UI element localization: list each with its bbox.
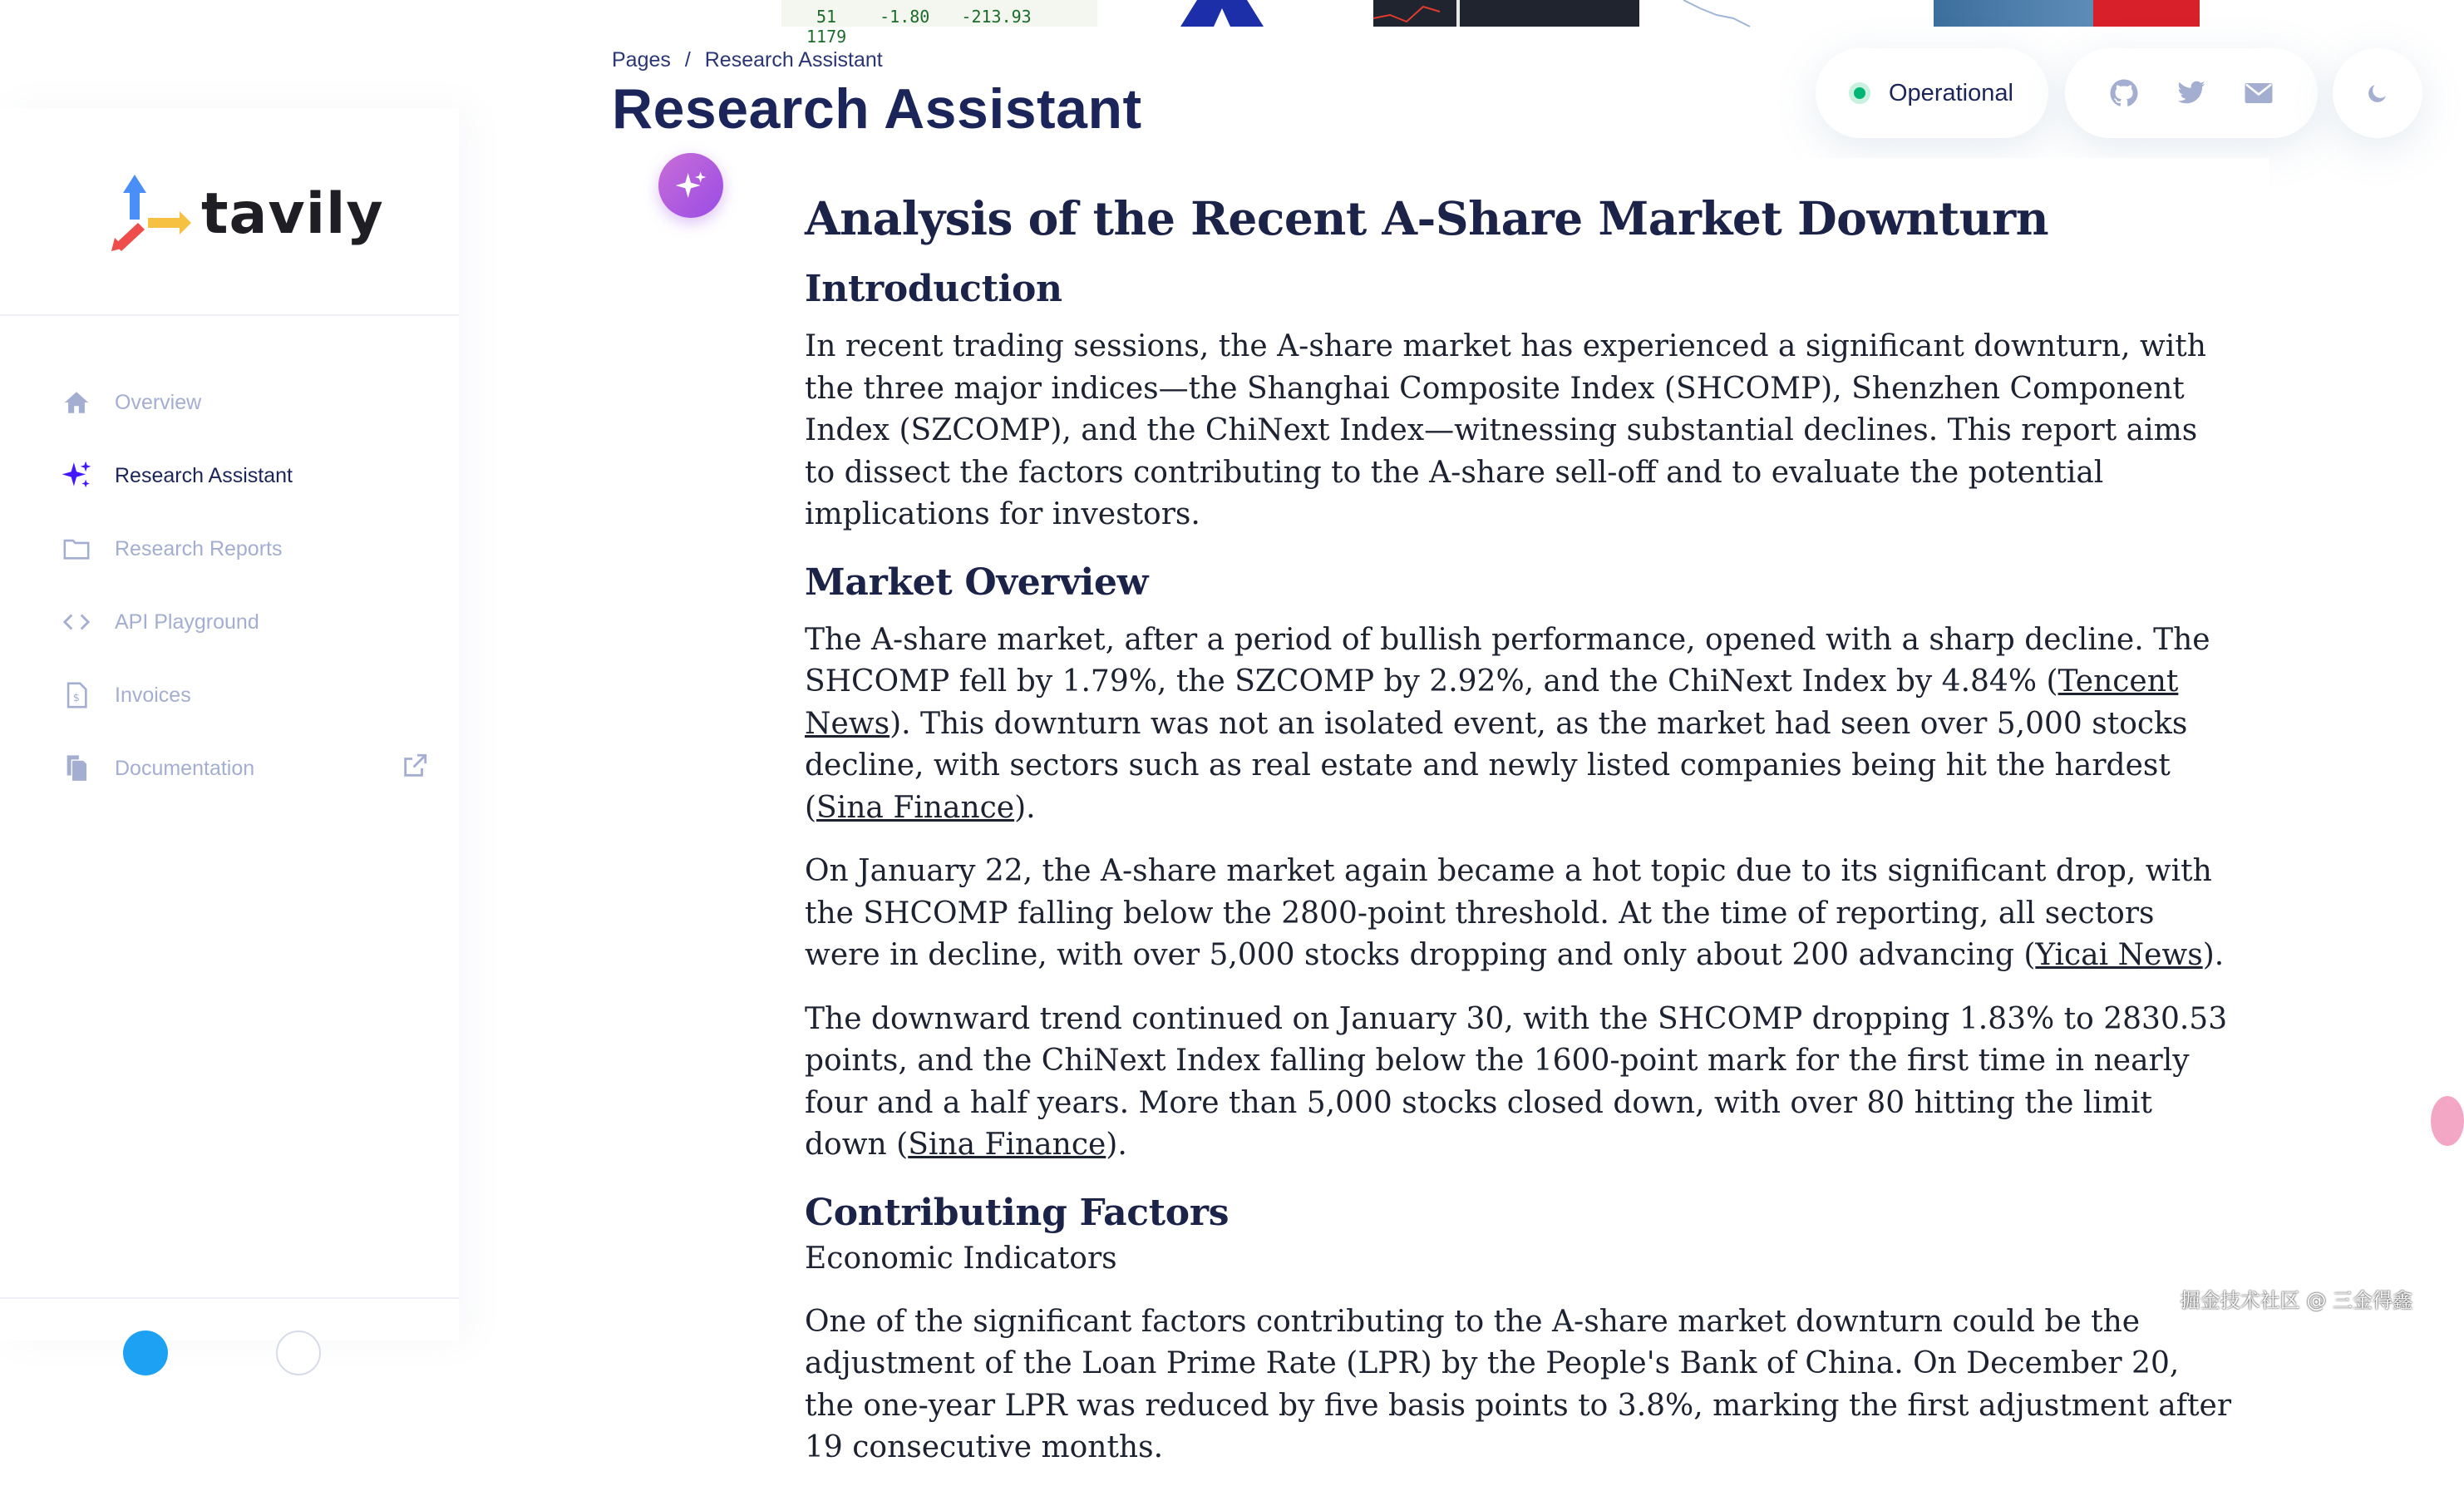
paragraph-economic-indicators: One of the significant factors contributing to the A-share market downturn could be the adjustment of the Loan Prime Rate (LPR) by the People's Bank of China. On December 20, the one-year LPR was reduced by five basis points to 3.8%, marking the first adjustment after 19 consecutive months. <box>805 1304 2232 1464</box>
sparkles-icon <box>60 459 93 492</box>
sidebar-item-research-reports[interactable] <box>60 512 434 585</box>
user-avatar[interactable] <box>123 1331 168 1375</box>
paragraph-text: The A-share market, after a period of bullish performance, opened with a sharp decline. The SHCOMP fell by 1.79%, the SZCOMP by 2.92%, and the ChiNext Index by 4.84% ( <box>805 622 2210 699</box>
research-report <box>805 188 2235 1491</box>
source-link-sina-finance[interactable]: Sina Finance <box>816 790 1015 825</box>
logo-thumbnail <box>1097 0 1380 27</box>
svg-text:$: $ <box>72 692 80 705</box>
sidebar-item-overview[interactable] <box>60 366 434 439</box>
paragraph-text: On January 22, the A-share market again became a hot topic due to its significant drop, with the SHCOMP falling below the 2800-point threshold. At the time of reporting, all sectors were in decline, with over 5,000 stocks dropping and only about 200 advancing ( <box>805 854 2212 972</box>
sparkles-icon <box>674 169 707 202</box>
source-link-tencent-news[interactable]: Tencent News <box>805 664 2179 741</box>
home-icon <box>60 386 93 419</box>
moon-icon <box>2361 77 2394 110</box>
chart-thumbnail <box>1373 0 1639 27</box>
watermark-text: 掘金技术社区 @ 三金得鑫 <box>2180 1289 2412 1312</box>
ticker-value: -1.80 <box>880 7 930 27</box>
market-thumbnail <box>1934 0 2200 27</box>
floating-action-button[interactable] <box>2431 1096 2464 1146</box>
sidebar-item-api-playground[interactable] <box>60 585 434 659</box>
document-icon <box>60 752 93 785</box>
sidebar-item-label: Documentation <box>115 756 255 780</box>
sidebar-item-research-assistant[interactable] <box>60 439 434 512</box>
status-indicator-icon <box>1849 82 1870 104</box>
sidebar-item-label: API Playground <box>115 610 259 634</box>
sidebar-item-label: Overview <box>115 390 202 414</box>
tavily-logo-icon <box>108 168 191 259</box>
theme-toggle-button[interactable] <box>2333 48 2422 138</box>
ticker-value: -213.93 <box>961 7 1032 27</box>
breadcrumb-separator: / <box>684 48 691 72</box>
paragraph-text: ). <box>2202 938 2225 972</box>
status-pill[interactable] <box>1816 48 2048 138</box>
sidebar-bottom-divider <box>0 1297 459 1299</box>
status-text: Operational <box>1889 79 2013 106</box>
line-chart-thumbnail <box>1650 0 1924 27</box>
mail-icon[interactable] <box>2242 77 2275 110</box>
folder-icon <box>60 532 93 565</box>
paragraph-introduction: In recent trading sessions, the A-share market has experienced a significant downturn, with the three major indices—the Shanghai Composite Index (SHCOMP), Shenzhen Component Index (SZCOMP), and the ChiNext Index—witnessing substantial declines. This report aims to dissect the factors contributing to the A-share sell-off and to evaluate the potential implications for investors. <box>805 329 2206 531</box>
section-heading-market-overview: Market Overview <box>805 560 1149 604</box>
assistant-avatar <box>658 153 723 218</box>
paragraph-market-overview-2 <box>805 851 2235 977</box>
social-links <box>2065 48 2318 138</box>
sidebar-item-label: Research Assistant <box>115 463 293 487</box>
page-title: Research Assistant <box>612 77 1142 141</box>
sidebar <box>0 108 459 1340</box>
paragraph-text: ). <box>1106 1128 1127 1162</box>
breadcrumb <box>612 48 891 72</box>
sidebar-item-documentation[interactable] <box>60 732 434 805</box>
sidebar-nav <box>60 366 434 805</box>
subsection-heading-economic-indicators: Economic Indicators <box>805 1241 1117 1276</box>
paragraph-text: The downward trend continued on January 30, with the SHCOMP dropping 1.83% to 2830.53 points, and the ChiNext Index falling below the 1600-point mark for the first time in nearly four and a half years. More than 5,000 stocks closed down, with over 80 hitting the limit down ( <box>805 1001 2228 1162</box>
source-link-sina-finance-2[interactable]: Sina Finance <box>908 1128 1106 1162</box>
paragraph-text: ). This downturn was not an isolated event, as the market had seen over 5,000 stocks decline, with sectors such as real estate and newly listed companies being hit the hardest ( <box>805 706 2188 825</box>
top-image-strip <box>781 0 2269 47</box>
github-icon[interactable] <box>2107 77 2141 110</box>
paragraph-market-overview-3 <box>805 999 2235 1167</box>
breadcrumb-root[interactable]: Pages <box>612 48 671 72</box>
sidebar-divider <box>0 314 459 316</box>
brand-logo[interactable] <box>108 168 384 259</box>
external-link-icon[interactable] <box>401 752 434 785</box>
paragraph-text: ). <box>1014 790 1036 825</box>
paragraph-market-overview-1 <box>805 620 2235 830</box>
sidebar-item-invoices[interactable] <box>60 659 434 732</box>
ticker-value: 1179 <box>806 27 847 47</box>
sidebar-item-label: Research Reports <box>115 536 283 560</box>
section-heading-introduction: Introduction <box>805 268 1062 310</box>
settings-button[interactable] <box>276 1331 321 1375</box>
ticker-value: 51 <box>816 7 837 27</box>
brand-name: tavily <box>201 180 384 247</box>
ticker-thumbnail <box>781 0 1097 47</box>
report-title: Analysis of the Recent A-Share Market Downturn <box>805 191 2049 245</box>
sidebar-item-label: Invoices <box>115 683 191 707</box>
twitter-icon[interactable] <box>2175 77 2208 110</box>
breadcrumb-current: Research Assistant <box>704 48 883 72</box>
invoice-icon <box>60 679 93 712</box>
code-icon <box>60 605 93 639</box>
source-link-yicai-news[interactable]: Yicai News <box>2035 938 2203 972</box>
section-heading-contributing-factors: Contributing Factors <box>805 1191 1230 1234</box>
